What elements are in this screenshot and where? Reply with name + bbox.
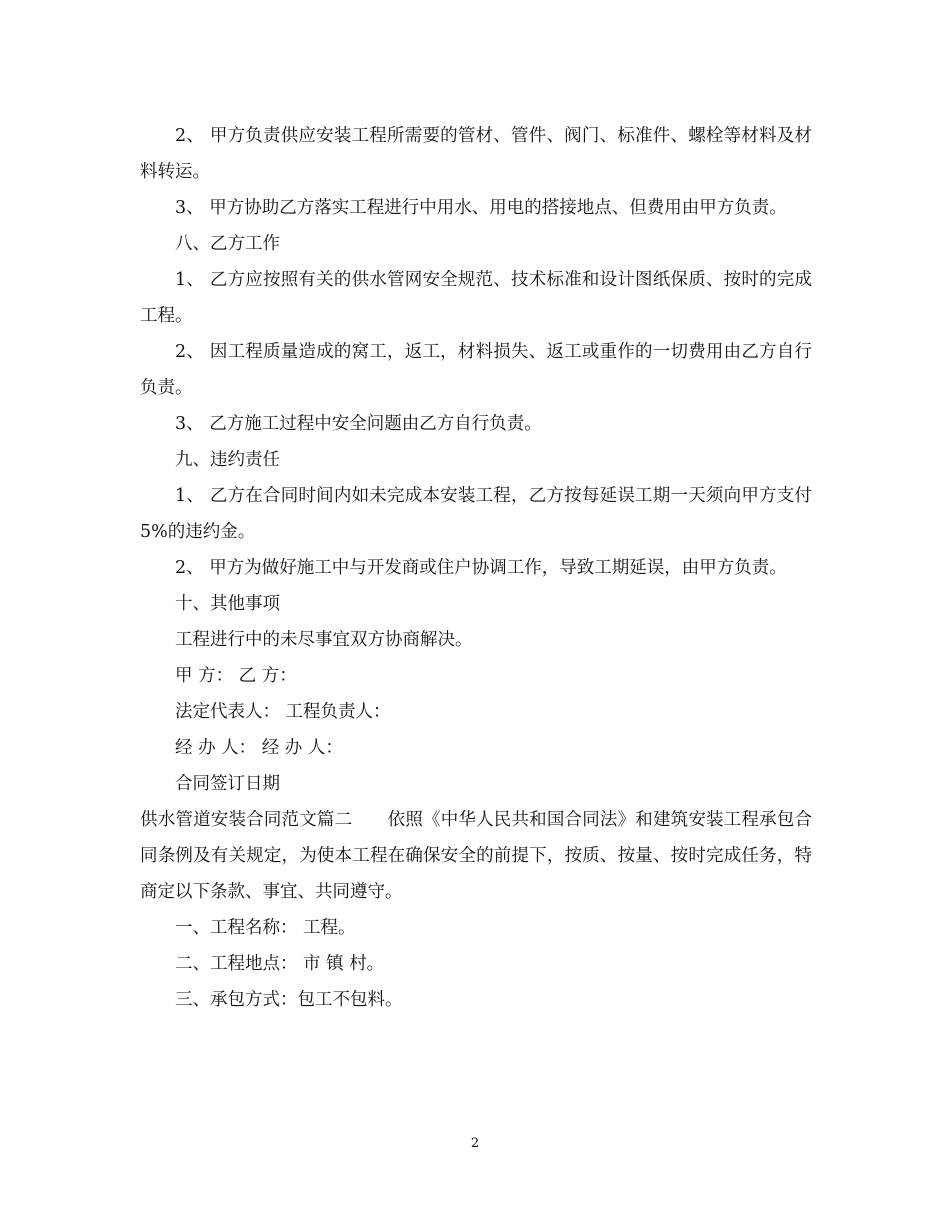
paragraph: 甲 方： 乙 方： — [175, 666, 297, 686]
paragraph: 1、 乙方应按照有关的供水管网安全规范、技术标准和设计图纸保质、按时的完成工程。 — [140, 270, 812, 326]
paragraph: 工程进行中的未尽事宜双方协商解决。 — [175, 630, 473, 650]
page-number: 2 — [470, 1136, 480, 1151]
paragraph: 十、其他事项 — [175, 594, 280, 614]
paragraph: 法定代表人： 工程负责人： — [175, 702, 391, 722]
paragraph: 2、 因工程质量造成的窝工，返工，材料损失、返工或重作的一切费用由乙方自行负责。 — [140, 342, 812, 398]
paragraph: 3、 乙方施工过程中安全问题由乙方自行负责。 — [175, 414, 542, 434]
paragraph: 一、工程名称： 工程。 — [175, 918, 356, 938]
paragraph: 三、承包方式：包工不包料。 — [175, 990, 403, 1010]
paragraph: 2、 甲方负责供应安装工程所需要的管材、管件、阀门、标准件、螺栓等材料及材料转运。 — [140, 126, 812, 182]
paragraph: 1、 乙方在合同时间内如未完成本安装工程，乙方按每延误工期一天须向甲方支付 5%的违约金。 — [140, 486, 812, 542]
paragraph: 合同签订日期 — [175, 774, 280, 794]
paragraph: 供水管道安装合同范文篇二 依照《中华人民共和国合同法》和建筑安装工程承包合同条例及有关规定，为使本工程在确保安全的前提下，按质、按量、按时完成任务，特商定以下条款、事宜、共同遵守。 — [140, 810, 812, 902]
paragraph: 九、违约责任 — [175, 450, 280, 470]
paragraph: 2、 甲方为做好施工中与开发商或住户协调工作，导致工期延误，由甲方负责。 — [175, 558, 787, 578]
paragraph: 经 办 人： 经 办 人： — [175, 738, 343, 758]
paragraph: 3、 甲方协助乙方落实工程进行中用水、用电的搭接地点、但费用由甲方负责。 — [175, 198, 787, 218]
paragraph: 二、工程地点： 市 镇 村。 — [175, 954, 385, 974]
paragraph: 八、乙方工作 — [175, 234, 280, 254]
document-body — [140, 118, 812, 1018]
